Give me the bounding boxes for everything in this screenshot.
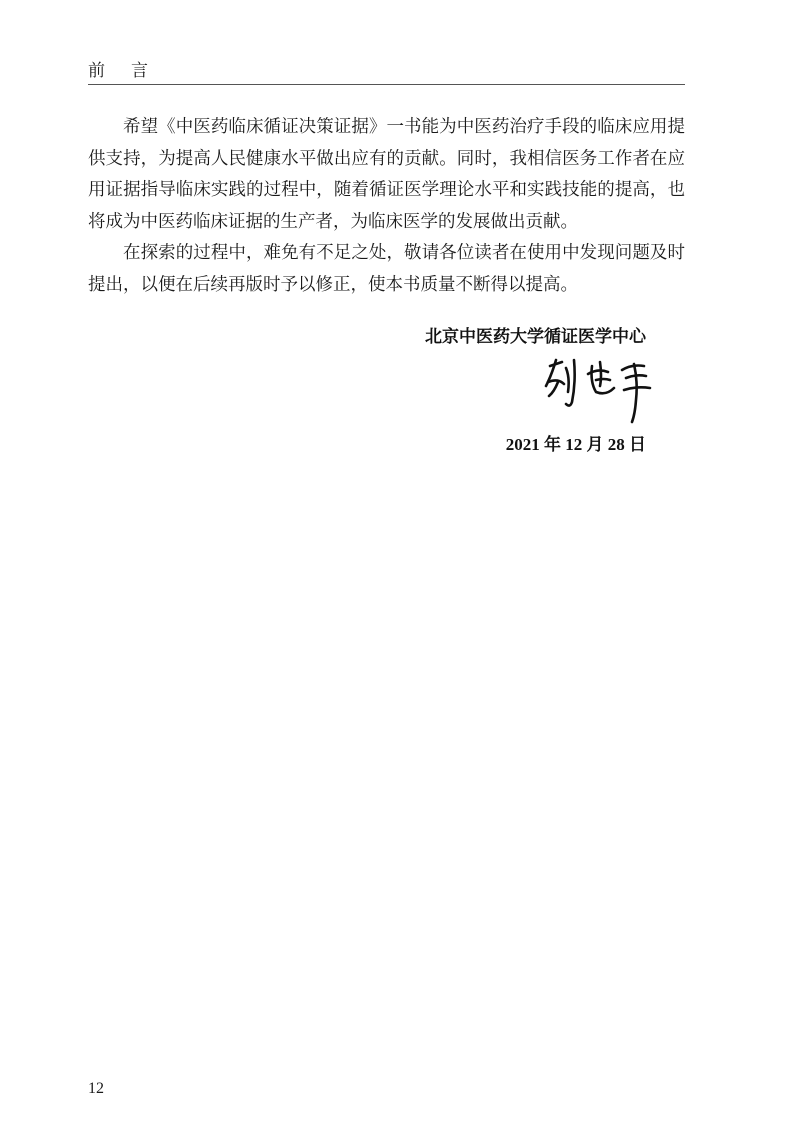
running-header-title: 前言	[88, 61, 174, 81]
signoff-organization: 北京中医药大学循证医学中心	[425, 327, 646, 347]
header-divider	[88, 84, 685, 85]
page-number: 12	[88, 1080, 104, 1097]
handwritten-signature	[540, 352, 660, 424]
preface-body	[88, 112, 685, 301]
paragraph-2: 在探索的过程中，难免有不足之处，敬请各位读者在使用中发现问题及时提出，以便在后续再版时予以修正，使本书质量不断得以提高。	[88, 243, 685, 295]
paragraph-1: 希望《中医药临床循证决策证据》一书能为中医药治疗手段的临床应用提供支持，为提高人民健康水平做出应有的贡献。同时，我相信医务工作者在应用证据指导临床实践的过程中，随着循证医学理论水平和实践技能的提高，也将成为中医药临床证据的生产者，为临床医学的发展做出贡献。	[88, 117, 685, 232]
signoff-date: 2021 年 12 月 28 日	[505, 435, 646, 454]
